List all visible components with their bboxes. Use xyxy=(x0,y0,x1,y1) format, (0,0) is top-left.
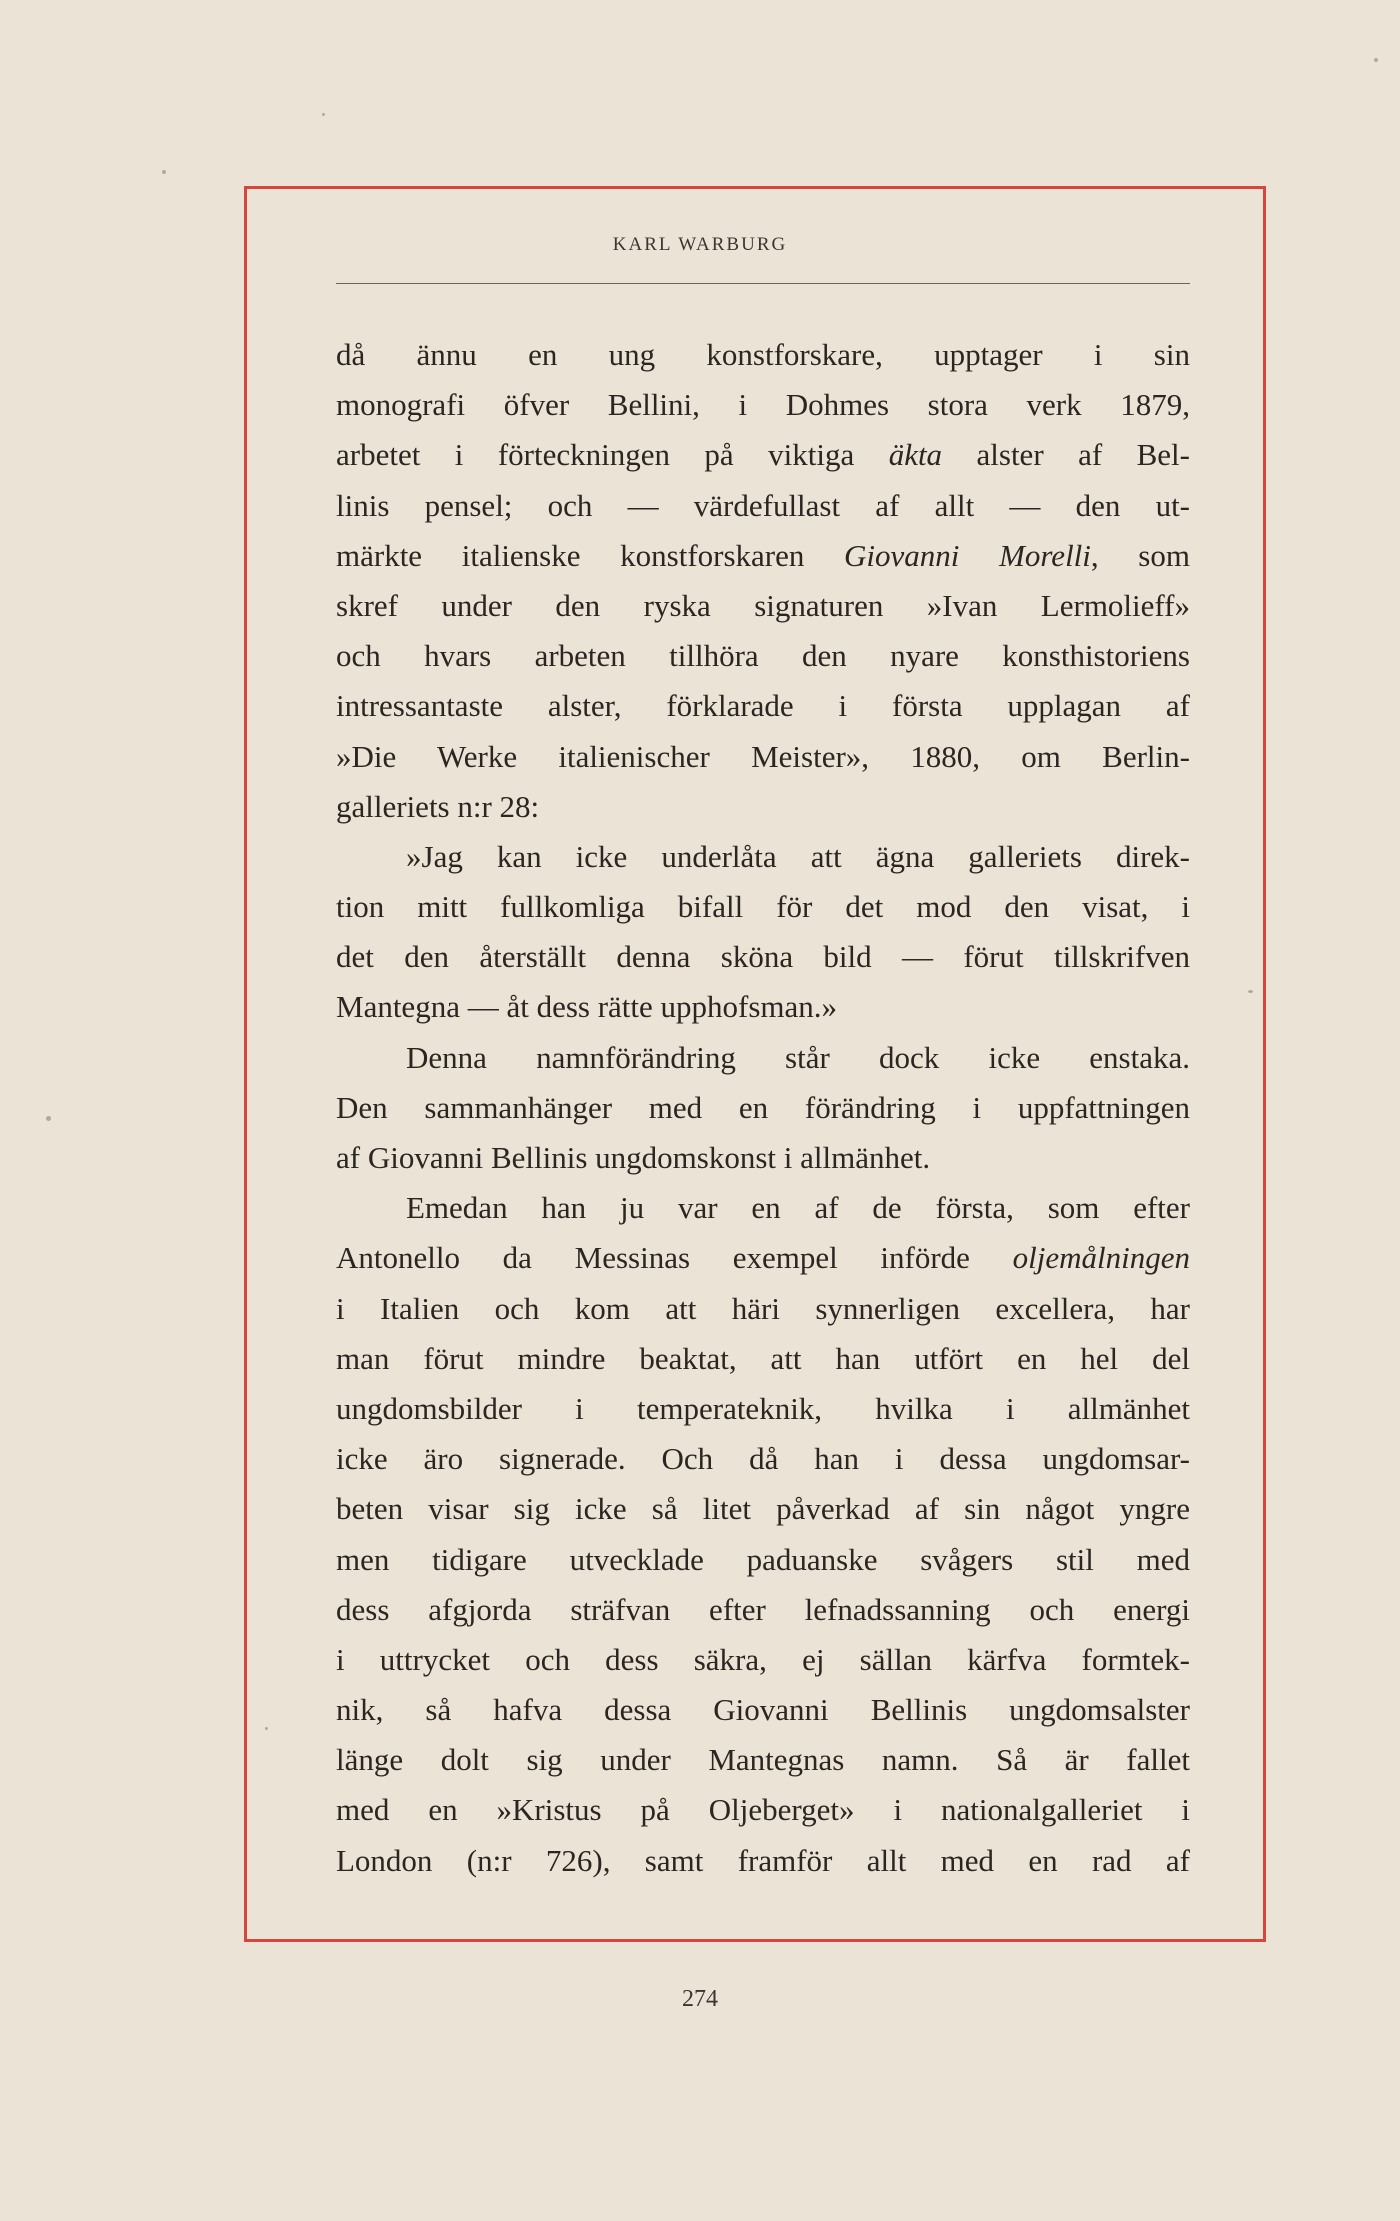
text-line: icke äro signerade. Och då han i dessa ungdomsar- xyxy=(336,1441,1190,1477)
text-line: det den återställt denna sköna bild — förut tillskrifven xyxy=(336,939,1190,975)
paper-speck xyxy=(265,1727,268,1730)
text-run: märkte italienske konstforskaren xyxy=(336,537,845,573)
text-line: dess afgjorda sträfvan efter lefnadssanning och energi xyxy=(336,1591,1190,1627)
text-line xyxy=(336,1233,1190,1283)
emphasis-text: äkta xyxy=(888,437,943,473)
body-text xyxy=(336,330,1190,1886)
text-line: men tidigare utvecklade paduanske svågers stil med xyxy=(336,1541,1190,1577)
text-line: af Giovanni Bellinis ungdomskonst i allmänhet. xyxy=(336,1140,931,1175)
page-number: 274 xyxy=(682,1986,718,2012)
text-line: skref under den ryska signaturen »Ivan Lermolieff» xyxy=(336,587,1190,623)
text-line: galleriets n:r 28: xyxy=(336,788,540,824)
text-line: Den sammanhänger med en förändring i uppfattningen xyxy=(336,1089,1190,1125)
text-line: intressantaste alster, förklarade i första upplagan af xyxy=(336,688,1190,724)
text-line: nik, så hafva dessa Giovanni Bellinis ungdomsalster xyxy=(336,1692,1190,1728)
text-line: ungdomsbilder i temperateknik, hvilka i allmänhet xyxy=(336,1390,1190,1426)
text-line: och hvars arbeten tillhöra den nyare konsthistoriens xyxy=(336,638,1190,674)
text-line xyxy=(336,531,1190,581)
text-line: London (n:r 726), samt framför allt med en rad af xyxy=(336,1842,1190,1878)
emphasis-text: Giovanni Morelli xyxy=(844,537,1091,573)
text-line: i uttrycket och dess säkra, ej sällan kärfva formtek- xyxy=(336,1641,1190,1677)
text-line: linis pensel; och — värdefullast af allt — den ut- xyxy=(336,487,1190,523)
text-line: i Italien och kom att häri synnerligen excellera, har xyxy=(336,1290,1190,1326)
text-line: Emedan han ju var en af de första, som efter xyxy=(406,1190,1190,1226)
text-run: arbetet i förteckningen på viktiga xyxy=(336,437,889,473)
text-line: länge dolt sig under Mantegnas namn. Så är fallet xyxy=(336,1742,1190,1778)
text-line: då ännu en ung konstforskare, upptager i sin xyxy=(336,337,1190,372)
text-line xyxy=(336,430,1190,480)
paper-speck xyxy=(46,1116,51,1121)
header-rule xyxy=(336,283,1190,284)
paper-speck xyxy=(1248,990,1253,993)
text-line: Denna namnförändring står dock icke enstaka. xyxy=(406,1039,1190,1075)
text-line: »Jag kan icke underlåta att ägna galleriets direk- xyxy=(406,838,1190,874)
text-line: beten visar sig icke så litet påverkad af sin något yngre xyxy=(336,1491,1190,1527)
text-run: , som xyxy=(1090,537,1190,573)
text-line: man förut mindre beaktat, att han utfört en hel del xyxy=(336,1340,1190,1376)
paper-speck xyxy=(1374,58,1378,62)
text-run: alster af Bel- xyxy=(942,437,1190,473)
paper-speck xyxy=(162,170,166,174)
text-line: med en »Kristus på Oljeberget» i nationalgalleriet i xyxy=(336,1792,1190,1828)
paper-speck xyxy=(322,113,325,116)
text-line: monografi öfver Bellini, i Dohmes stora verk 1879, xyxy=(336,387,1190,423)
text-run: Antonello da Messinas exempel införde xyxy=(336,1240,1013,1276)
emphasis-text: oljemålningen xyxy=(1012,1240,1190,1276)
text-line: »Die Werke italienischer Meister», 1880, om Berlin- xyxy=(336,738,1190,774)
text-line: tion mitt fullkomliga bifall för det mod den visat, i xyxy=(336,889,1190,925)
running-head: KARL WARBURG xyxy=(612,234,788,255)
text-line: Mantegna — åt dess rätte upphofsman.» xyxy=(336,989,838,1025)
